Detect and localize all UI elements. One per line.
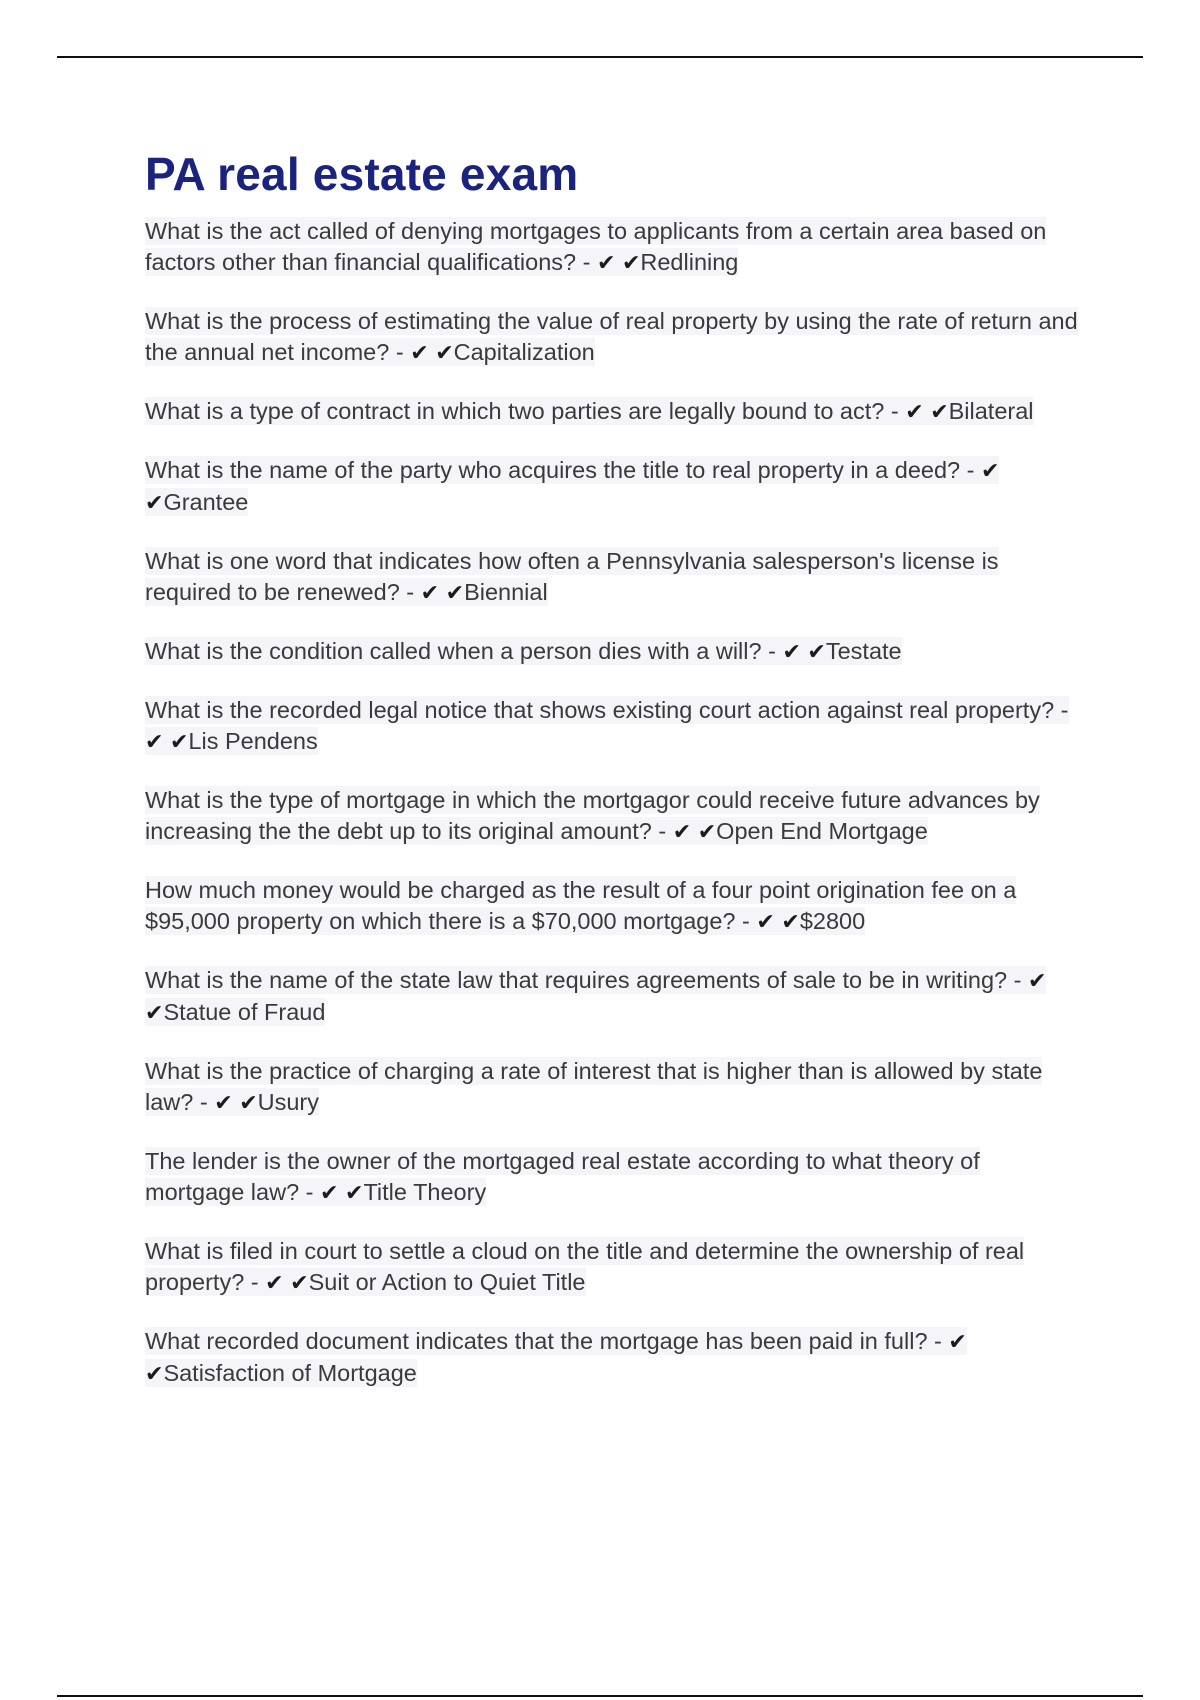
check-mark-icon: ✔ [782, 640, 801, 665]
question-text: What is a type of contract in which two parties are legally bound to act? - [145, 398, 899, 424]
answer-text: Usury [257, 1089, 319, 1115]
answer-text: Satisfaction of Mortgage [163, 1360, 417, 1386]
check-mark-icon: ✔ [445, 581, 465, 606]
check-mark-icon: ✔ [320, 1181, 339, 1206]
qa-item [145, 965, 1085, 1029]
qa-item [145, 636, 1085, 668]
qa-item [145, 455, 1085, 519]
bottom-rule [57, 1695, 1143, 1697]
answer-text: Open End Mortgage [716, 818, 928, 844]
qa-item [145, 1236, 1085, 1299]
qa-text [145, 307, 1078, 366]
question-text: What is the process of estimating the value of real property by using the rate of return and the annual net income? - [145, 308, 1078, 365]
check-mark-icon: ✔ [905, 400, 924, 425]
check-mark-icon: ✔ [596, 251, 616, 276]
qa-text [145, 966, 1046, 1026]
check-mark-icon: ✔ [807, 640, 826, 665]
qa-item [145, 216, 1085, 279]
answer-text: Grantee [163, 489, 249, 515]
answer-text: $2800 [799, 908, 866, 934]
check-mark-icon: ✔ [410, 341, 429, 366]
qa-text [145, 876, 1016, 935]
qa-item [145, 785, 1085, 848]
answer-text: Redlining [640, 249, 739, 275]
check-mark-icon: ✔ [214, 1091, 233, 1116]
qa-item [145, 306, 1085, 369]
qa-item [145, 1056, 1085, 1119]
question-text: What is filed in court to settle a cloud on the title and determine the ownership of real property? - [145, 1238, 1025, 1295]
qa-list [145, 216, 1085, 1390]
qa-item [145, 1326, 1085, 1390]
check-mark-icon: ✔ [169, 730, 189, 755]
qa-text [145, 397, 1034, 425]
check-mark-icon: ✔ [420, 581, 440, 606]
qa-item [145, 875, 1085, 938]
qa-text [145, 547, 999, 606]
top-rule [57, 56, 1143, 58]
document-body [145, 146, 1085, 1417]
answer-text: Biennial [464, 579, 548, 605]
question-text: What is the name of the party who acquires the title to real property in a deed? - [145, 457, 975, 483]
check-mark-icon: ✔ [930, 400, 949, 425]
qa-text [145, 637, 902, 665]
check-mark-icon: ✔ [981, 459, 1000, 484]
check-mark-icon: ✔ [1028, 969, 1047, 994]
question-text: What is the practice of charging a rate of interest that is higher than is allowed by state law? - [145, 1058, 1043, 1115]
qa-text [145, 217, 1046, 276]
check-mark-icon: ✔ [290, 1271, 309, 1296]
qa-text [145, 1237, 1024, 1296]
question-text: What is the act called of denying mortgages to applicants from a certain area based on factors other than financial qualifications? - [145, 218, 1047, 275]
question-text: What is the type of mortgage in which the mortgagor could receive future advances by increasing the the debt up to its original amount? - [145, 787, 1040, 844]
check-mark-icon: ✔ [345, 1181, 364, 1206]
check-mark-icon: ✔ [948, 1330, 967, 1355]
check-mark-icon: ✔ [265, 1271, 284, 1296]
qa-item [145, 546, 1085, 609]
check-mark-icon: ✔ [621, 251, 641, 276]
qa-text [145, 1327, 967, 1387]
check-mark-icon: ✔ [145, 730, 164, 755]
check-mark-icon: ✔ [145, 1362, 164, 1387]
question-text: The lender is the owner of the mortgaged real estate according to what theory of mortgage law? - [145, 1148, 980, 1205]
qa-item [145, 1146, 1085, 1209]
qa-item [145, 396, 1085, 428]
page-title: PA real estate exam [145, 148, 579, 200]
question-text: What is the recorded legal notice that shows existing court action against real property? - [145, 697, 1069, 723]
question-text: What is the condition called when a person dies with a will? - [145, 638, 776, 664]
qa-text [145, 696, 1069, 755]
answer-text: Title Theory [363, 1179, 487, 1205]
question-text: What is the name of the state law that requires agreements of sale to be in writing? - [145, 967, 1022, 993]
check-mark-icon: ✔ [672, 820, 692, 845]
question-text: What is one word that indicates how often a Pennsylvania salesperson's license is required to be renewed? - [145, 548, 999, 605]
answer-text: Testate [825, 638, 902, 664]
check-mark-icon: ✔ [239, 1091, 258, 1116]
check-mark-icon: ✔ [697, 820, 717, 845]
check-mark-icon: ✔ [145, 491, 164, 516]
qa-item [145, 695, 1085, 758]
check-mark-icon: ✔ [145, 1001, 164, 1026]
check-mark-icon: ✔ [781, 910, 800, 935]
answer-text: Suit or Action to Quiet Title [308, 1269, 586, 1295]
answer-text: Capitalization [453, 339, 595, 365]
qa-text [145, 1057, 1042, 1116]
check-mark-icon: ✔ [435, 341, 454, 366]
check-mark-icon: ✔ [756, 910, 775, 935]
qa-text [145, 456, 999, 516]
qa-text [145, 786, 1040, 845]
question-text: How much money would be charged as the result of a four point origination fee on a $95,000 property on which there is a $70,000 mortgage? - [145, 877, 1017, 934]
qa-text [145, 1147, 980, 1206]
answer-text: Statue of Fraud [163, 999, 326, 1025]
answer-text: Lis Pendens [188, 728, 318, 754]
question-text: What recorded document indicates that the mortgage has been paid in full? - [145, 1328, 942, 1354]
answer-text: Bilateral [948, 398, 1034, 424]
